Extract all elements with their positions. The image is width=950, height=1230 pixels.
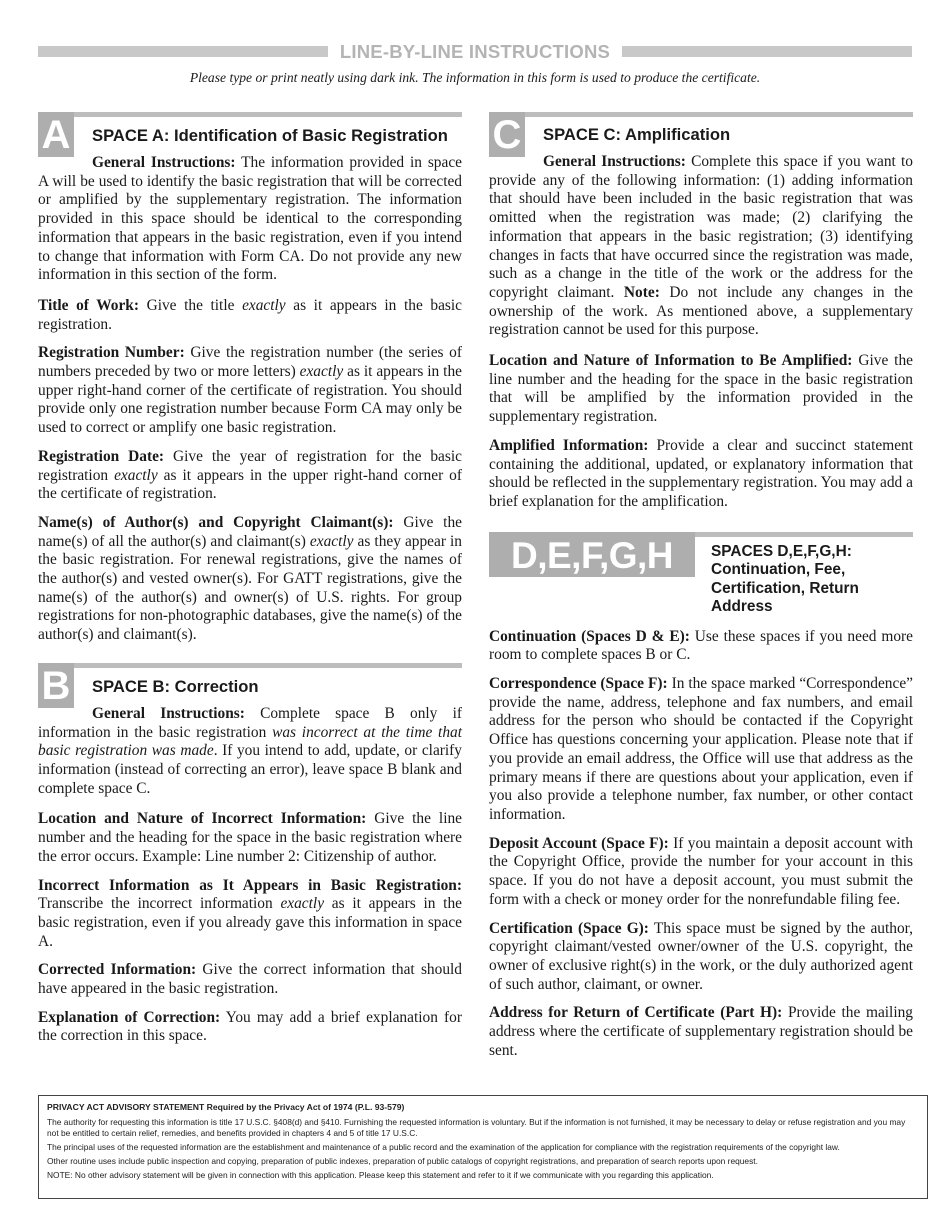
space-a-letter: A: [38, 112, 74, 157]
space-b-general: General Instructions: Complete space B only if information in the basic registration was incorrect at the time that basic registration was made. If you intend to add, update, or clarify information (instead of correcting an error), leave space B blank and complete space C.: [38, 704, 463, 797]
space-c-section: [489, 112, 913, 340]
privacy-line: The principal uses of the requested information are the establishment and maintenance of a public record and the examination of the application for compliance with the registration requirements of the copyright law.: [47, 1141, 840, 1152]
explanation-paragraph: Explanation of Correction: You may add a brief explanation for the correction in this space.: [38, 1008, 462, 1045]
deposit-account-paragraph: Deposit Account (Space F): If you maintain a deposit account with the Copyright Office, provide the number for your account in this space. If you do not have a deposit account, you must submit the form with a check or money order for the nonrefundable filing fee.: [489, 834, 913, 908]
space-c-letter: C: [489, 112, 525, 157]
space-b-title: SPACE B: Correction: [92, 676, 259, 696]
certification-paragraph: Certification (Space G): This space must be signed by the author, copyright claimant/vested owner/owner of the U.S. copyright, the owner of exclusive right(s) in the work, or the duly authorized agent of such author, claimant, or owner.: [489, 919, 913, 993]
title-of-work-paragraph: Title of Work: Give the title exactly as it appears in the basic registration.: [38, 296, 462, 333]
space-defgh-section: [489, 532, 913, 617]
registration-date-paragraph: Registration Date: Give the year of registration for the basic registration exactly as it appears in the upper right-hand corner of the certificate of registration.: [38, 447, 462, 503]
space-a-section: [38, 112, 462, 285]
incorrect-location-paragraph: Location and Nature of Incorrect Information: Give the line number and the heading for the space in the basic registration where the error occurs. Example: Line number 2: Citizenship of author.: [38, 810, 462, 865]
space-c-title: SPACE C: Amplification: [543, 125, 731, 144]
amplify-location-paragraph: Location and Nature of Information to Be Amplified: Give the line number and the heading for the space in the basic registration that will be amplified by the information provided in the supplementary registration.: [489, 352, 913, 426]
return-address-paragraph: Address for Return of Certificate (Part H): Provide the mailing address where the certificate of supplementary registration should be sent.: [489, 1004, 913, 1059]
privacy-line: NOTE: No other advisory statement will be given in connection with this application. Please keep this statement and refer to it if we communicate with you regarding this application.: [47, 1169, 714, 1180]
privacy-line: The authority for requesting this information is title 17 U.S.C. §408(d) and §410. Furnishing the requested information is voluntary. But if the information is not furnished, it may be necessary to delay or refuse registration and you may not be entitled to certain relief, remedies, and benefits provided in chapters 4 and 5 of title 17 U.S.C.: [47, 1116, 906, 1138]
space-c-general: General Instructions: Complete this space if you want to provide any of the following information: (1) adding information that should have been included in the basic registration that was omitted when the registration was made; (2) clarifying the information that appears in the basic registration; (3) identifying changes in facts that have occurred since the registration was made, such as a change in the title of the work or the address for the copyright claimant. Note: Do not include any changes in the ownership of the work. As mentioned above, a supplementary registration cannot be used for this purpose.: [489, 153, 914, 339]
space-a-rule: [38, 112, 462, 117]
space-a-general-label: General Instructions:: [92, 154, 236, 171]
amplified-info-paragraph: Amplified Information: Provide a clear and succinct statement containing the additional, updated, or explanatory information that should be reflected in the supplementary registration. You may add a brief explanation for the amplification.: [489, 436, 913, 510]
space-defgh-title: SPACES D,E,F,G,H: Continuation, Fee, Certification, Return Address: [711, 542, 859, 616]
names-paragraph: Name(s) of Author(s) and Copyright Claimant(s): Give the name(s) of all the author(s) and claimant(s) exactly as they appear in the basic registration. For renewal registrations, give the names of the author(s) and vested owner(s). For GATT registrations, give the name(s) of the author(s) and owner(s) of U.S. rights. For group registrations for non-photographic databases, give the name(s) of the author(s) and claimant(s).: [38, 513, 462, 644]
space-b-section: [38, 663, 462, 799]
space-a-title: SPACE A: Identification of Basic Registration: [92, 126, 448, 145]
privacy-title: PRIVACY ACT ADVISORY STATEMENT Required by the Privacy Act of 1974 (P.L. 93-579): [47, 1102, 405, 1112]
corrected-info-paragraph: Corrected Information: Give the correct information that should have appeared in the basic registration.: [38, 961, 462, 998]
space-defgh-letter: D,E,F,G,H: [489, 532, 695, 577]
correspondence-paragraph: Correspondence (Space F): In the space marked “Correspondence” provide the name, address, telephone and fax numbers, and email address for the person who should be contacted if the Copyright Office has questions concerning your application. Please note that if you provide an email address, the Office will use that address as the primary means if there are questions about your application, even if you also provide a telephone number, fax number, or other contact information.: [489, 675, 913, 823]
incorrect-info-paragraph: Incorrect Information as It Appears in Basic Registration: Transcribe the incorrect information exactly as it appears in the basic registration, even if you already gave this information in space A.: [38, 876, 462, 950]
space-a-general: General Instructions: The information provided in space A will be used to identify the basic registration that will be corrected or amplified by the supplementary registration. The information provided in this space should be identical to the corresponding information that appears in the basic registration, even if you intend to change that information with Form CA. Do not provide any new information in this section of the form.: [38, 154, 463, 284]
right-column: [489, 112, 913, 1070]
page-subtitle: Please type or print neatly using dark ink. The information in this form is used to produce the certificate.: [189, 70, 761, 85]
privacy-line: Other routine uses include public inspection and copying, preparation of public indexes, preparation of public catalogs of copyright registrations, and preparation of search reports upon request.: [47, 1155, 758, 1166]
left-column: [38, 112, 462, 1056]
privacy-act-statement: [38, 1095, 928, 1199]
space-c-rule: [489, 112, 913, 117]
page-header: [38, 42, 912, 62]
space-b-rule: [38, 663, 462, 668]
continuation-paragraph: Continuation (Spaces D & E): Use these spaces if you need more room to complete spaces B or C.: [489, 627, 913, 664]
page-title: LINE-BY-LINE INSTRUCTIONS: [339, 41, 611, 62]
registration-number-paragraph: Registration Number: Give the registration number (the series of numbers preceded by two or more letters) exactly as it appears in the upper right-hand corner of the certificate of registration. You should provide only one registration number because Form CA may only be used to correct or amplify one basic registration.: [38, 344, 463, 437]
space-b-letter: B: [38, 663, 74, 708]
